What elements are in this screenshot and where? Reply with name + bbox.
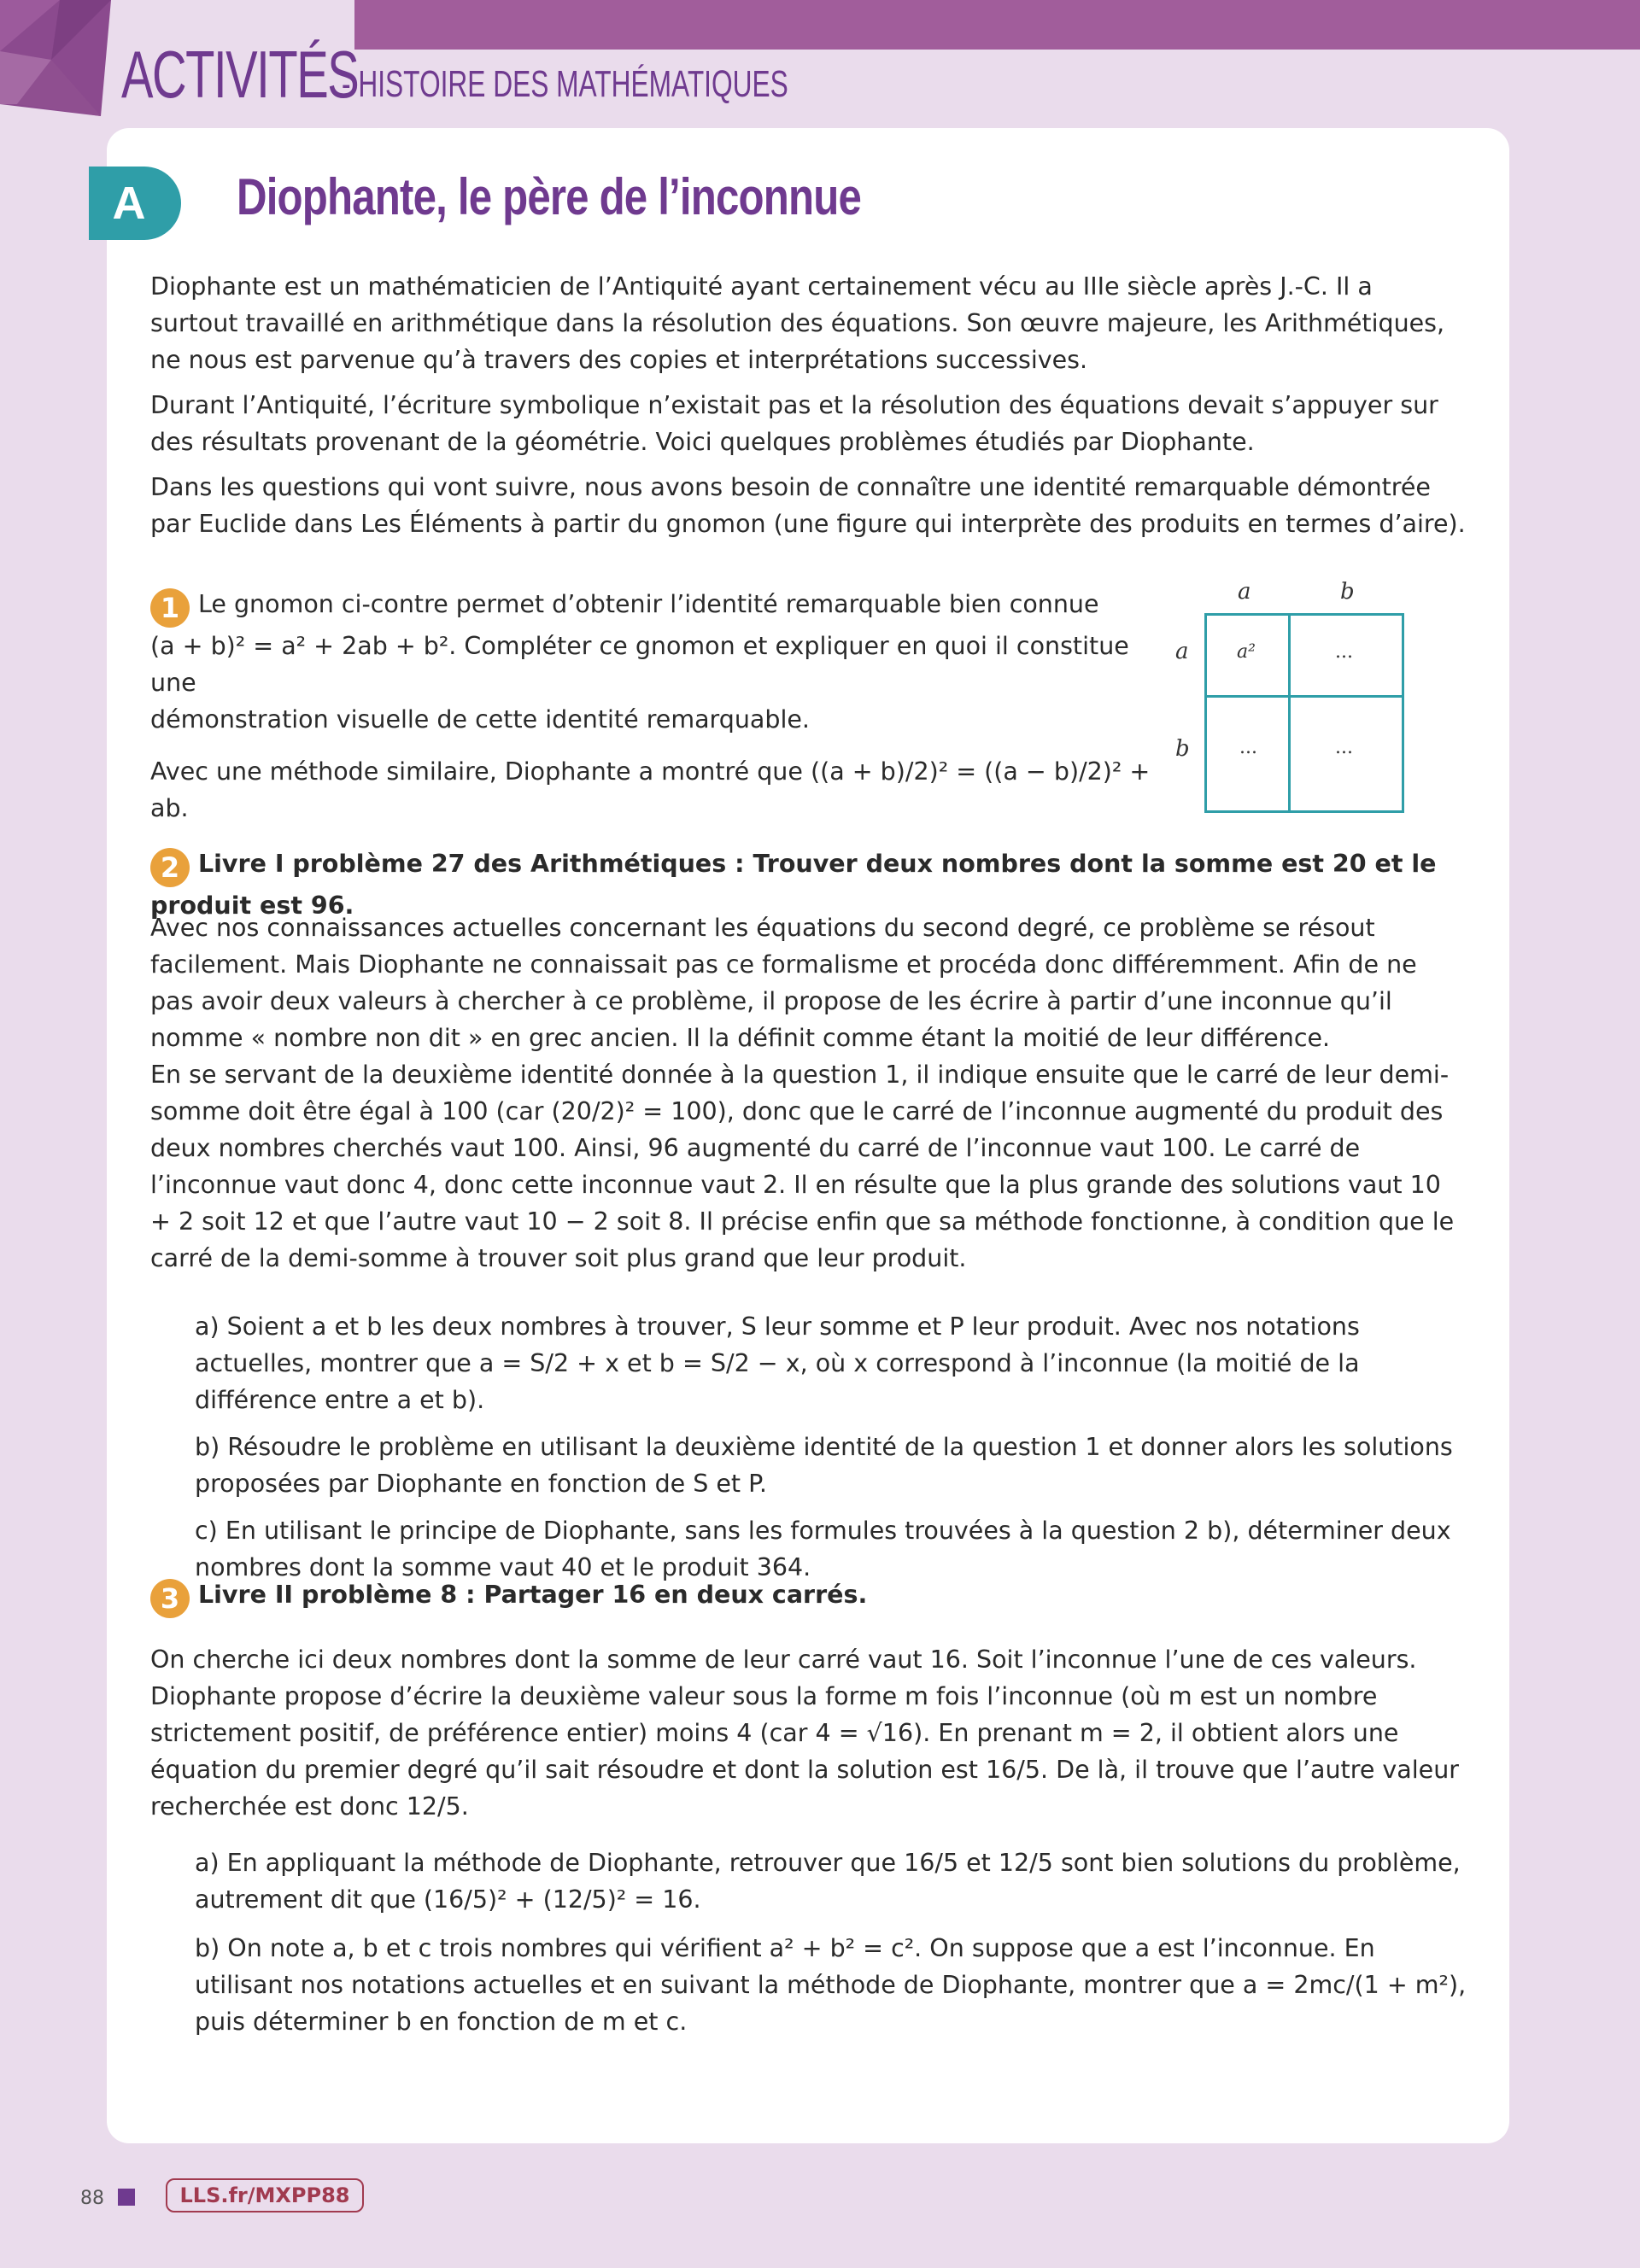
header-bar (354, 0, 1640, 50)
page-number-marker (118, 2189, 135, 2206)
intro-paragraph-1: Diophante est un mathématicien de l’Antiquité ayant certainement vécu au IIIe siècle après J.-C. Il a surtout travaillé en arithmétique dans la résolution des équations. Son œuvre majeure, les Arithmétiques, ne nous est parvenue qu’à travers des copies et interprétations successives. (150, 272, 1445, 374)
gnomon-cell-ab: ... (1335, 641, 1353, 663)
page-header (121, 36, 788, 114)
section-title: Diophante, le père de l’inconnue (237, 168, 862, 225)
intro-paragraph-3: Dans les questions qui vont suivre, nous avons besoin de connaître une identité remarquable démontrée par Euclide dans Les Éléments à partir du gnomon (une figure qui interprète des produits en termes d’aire). (150, 473, 1466, 538)
q2-paragraph-1: Avec nos connaissances actuelles concernant les équations du second degré, ce problème se résout facilement. Mais Diophante ne connaissait pas ce formalisme et procéda donc différemment. Afin de ne pas avoir deux valeurs à chercher à ce problème, il propose de les écrire à partir d’une inconnue qu’il nomme « nombre non dit » en grec ancien. Il la définit comme étant la moitié de leur différence. (150, 914, 1417, 1052)
intro-paragraph-2: Durant l’Antiquité, l’écriture symbolique n’existait pas et la résolution des équations devait s’appuyer sur des résultats provenant de la géométrie. Voici quelques problèmes étudiés par Diophante. (150, 391, 1438, 456)
q1-line-1-text: Le gnomon ci-contre permet d’obtenir l’identité remarquable bien connue (198, 590, 1099, 618)
q2-number-badge: 2 (150, 848, 190, 887)
q3-paragraph-1: On cherche ici deux nombres dont la somme de leur carré vaut 16. Soit l’inconnue l’une de ces valeurs. Diophante propose d’écrire la deuxième valeur sous la forme m fois l’inconnue (où m est un nombre strictement positif, de préférence entier) moins 4 (car 4 = √16). En prenant m = 2, il obtient alors une équation du premier degré qu’il sait résoudre et dont la solution est 16/5. De là, il trouve que l’autre valeur recherchée est donc 12/5. (150, 1645, 1459, 1821)
gnomon-cell-aa: a² (1237, 641, 1256, 663)
gnomon-label-left-a: a (1175, 639, 1189, 664)
page-number: 88 (80, 2188, 104, 2209)
question-3 (150, 1576, 1466, 1618)
q3-item-a: a) En appliquant la méthode de Diophante, retrouver que 16/5 et 12/5 sont bien solutions du problème, autrement dit que (16/5)² + (12/5)² = 16. (195, 1849, 1461, 1914)
gnomon-cell-bb: ... (1335, 737, 1353, 758)
q1-number-badge: 1 (150, 588, 190, 628)
corner-decoration (0, 0, 120, 120)
intro (150, 268, 1466, 542)
header-title: ACTIVITÉS (121, 37, 359, 112)
q2-body (150, 909, 1466, 1277)
q2-paragraph-2: En se servant de la deuxième identité donnée à la question 1, il indique ensuite que le carré de leur demi-somme doit être égal à 100 (car (20/2)² = 100), donc que le carré de l’inconnue augmenté du produit des deux nombres cherchés vaut 100. Ainsi, 96 augmenté du carré de l’inconnue vaut 100. Le carré de l’inconnue vaut donc 4, donc cette inconnue vaut 2. Il en résulte que la plus grande des solutions vaut 10 + 2 soit 12 et que l’autre vaut 10 − 2 soit 8. Il précise enfin que sa méthode fonctionne, à condition que le carré de la demi-somme à trouver soit plus grand que leur produit. (150, 1061, 1455, 1272)
gnomon-divider-vertical (1288, 616, 1291, 810)
q2-item-c: c) En utilisant le principe de Diophante, sans les formules trouvées à la question 2 b), déterminer deux nombres dont la somme vaut 40 et le produit 364. (195, 1517, 1451, 1581)
q2-subquestions (195, 1308, 1467, 1586)
gnomon-divider-horizontal (1207, 695, 1402, 698)
q3-subquestions (195, 1844, 1467, 2040)
gnomon-label-top-a: a (1238, 579, 1251, 605)
footer-link[interactable]: LLS.fr/MXPP88 (166, 2178, 364, 2212)
gnomon-label-left-b: b (1175, 736, 1190, 762)
q1-line-3: démonstration visuelle de cette identité remarquable. (150, 705, 810, 734)
q3-heading-line (150, 1576, 1466, 1618)
gnomon-cell-ba: ... (1239, 737, 1257, 758)
q1-line-1 (150, 586, 1175, 628)
section-badge: A (89, 167, 181, 240)
q2-item-a: a) Soient a et b les deux nombres à trouver, S leur somme et P leur produit. Avec nos notations actuelles, montrer que a = S/2 + x et b = S/2 − x, où x correspond à l’inconnue (la moitié de la différence entre a et b). (195, 1312, 1360, 1414)
q3-number-badge: 3 (150, 1579, 190, 1618)
gnomon-figure (1204, 613, 1404, 813)
q2-item-b: b) Résoudre le problème en utilisant la deuxième identité de la question 1 et donner alors les solutions proposées par Diophante en fonction de S et P. (195, 1433, 1453, 1498)
q3-heading: Livre II problème 8 : Partager 16 en deux carrés. (198, 1581, 868, 1609)
q1-line-4: Avec une méthode similaire, Diophante a montré que ((a + b)/2)² = ((a − b)/2)² + ab. (150, 757, 1151, 822)
q1-line-2: (a + b)² = a² + 2ab + b². Compléter ce gnomon et expliquer en quoi il constitue une (150, 632, 1129, 697)
q3-body (150, 1641, 1466, 1825)
q3-item-b: b) On note a, b et c trois nombres qui vérifient a² + b² = c². On suppose que a est l’inconnue. En utilisant nos notations actuelles et en suivant la méthode de Diophante, montrer que a = 2mc/(1 + m²), puis déterminer b en fonction de m et c. (195, 1934, 1467, 2036)
question-1 (150, 586, 1175, 827)
gnomon-label-top-b: b (1340, 579, 1355, 605)
q2-heading: Livre I problème 27 des Arithmétiques : Trouver deux nombres dont la somme est 20 et le produit est 96. (150, 850, 1437, 920)
header-subtitle: - HISTOIRE DES MATHÉMATIQUES (342, 63, 788, 105)
